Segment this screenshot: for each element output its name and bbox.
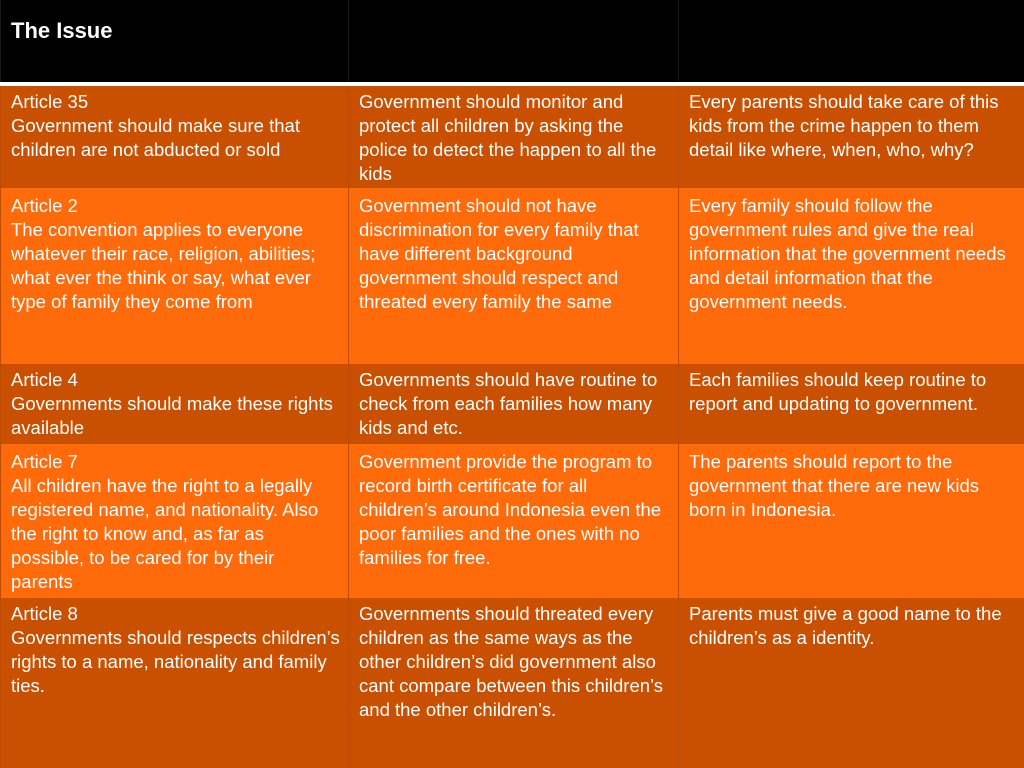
table-title: The Issue bbox=[11, 18, 113, 43]
government-cell: Government should not have discrimination for every family that have different background government should respect and threated every family the same bbox=[349, 188, 679, 364]
table-row bbox=[1, 598, 1024, 768]
issue-cell: Article 4 Governments should make these rights available bbox=[1, 364, 349, 444]
government-cell: Governments should threated every children as the same ways as the other children’s did government also cant compare between this children’s and the other children’s. bbox=[349, 598, 679, 768]
issue-cell: Article 8 Governments should respects children’s rights to a name, nationality and family ties. bbox=[1, 598, 349, 768]
table-header-row bbox=[1, 0, 1024, 84]
issue-cell: Article 2 The convention applies to everyone whatever their race, religion, abilities; what ever the think or say, what ever type of family they come from bbox=[1, 188, 349, 364]
table-row bbox=[1, 444, 1024, 598]
family-cell: Each families should keep routine to report and updating to government. bbox=[679, 364, 1024, 444]
government-cell: Governments should have routine to check from each families how many kids and etc. bbox=[349, 364, 679, 444]
family-cell: The parents should report to the government that there are new kids born in Indonesia. bbox=[679, 444, 1024, 598]
family-cell: Every parents should take care of this kids from the crime happen to them detail like where, when, who, why? bbox=[679, 84, 1024, 188]
table-row bbox=[1, 84, 1024, 188]
table-row bbox=[1, 188, 1024, 364]
government-cell: Government provide the program to record birth certificate for all children’s around Indonesia even the poor families and the ones with no families for free. bbox=[349, 444, 679, 598]
header-cell-3 bbox=[679, 0, 1024, 84]
family-cell: Every family should follow the government rules and give the real information that the government needs and detail information that the government needs. bbox=[679, 188, 1024, 364]
table-row bbox=[1, 364, 1024, 444]
government-cell: Government should monitor and protect all children by asking the police to detect the happen to all the kids bbox=[349, 84, 679, 188]
issue-cell: Article 7 All children have the right to a legally registered name, and nationality. Also the right to know and, as far as possible, to be cared for by their parents bbox=[1, 444, 349, 598]
issue-cell: Article 35 Government should make sure that children are not abducted or sold bbox=[1, 84, 349, 188]
family-cell: Parents must give a good name to the children’s as a identity. bbox=[679, 598, 1024, 768]
header-cell-issue bbox=[1, 0, 349, 84]
header-cell-2 bbox=[349, 0, 679, 84]
